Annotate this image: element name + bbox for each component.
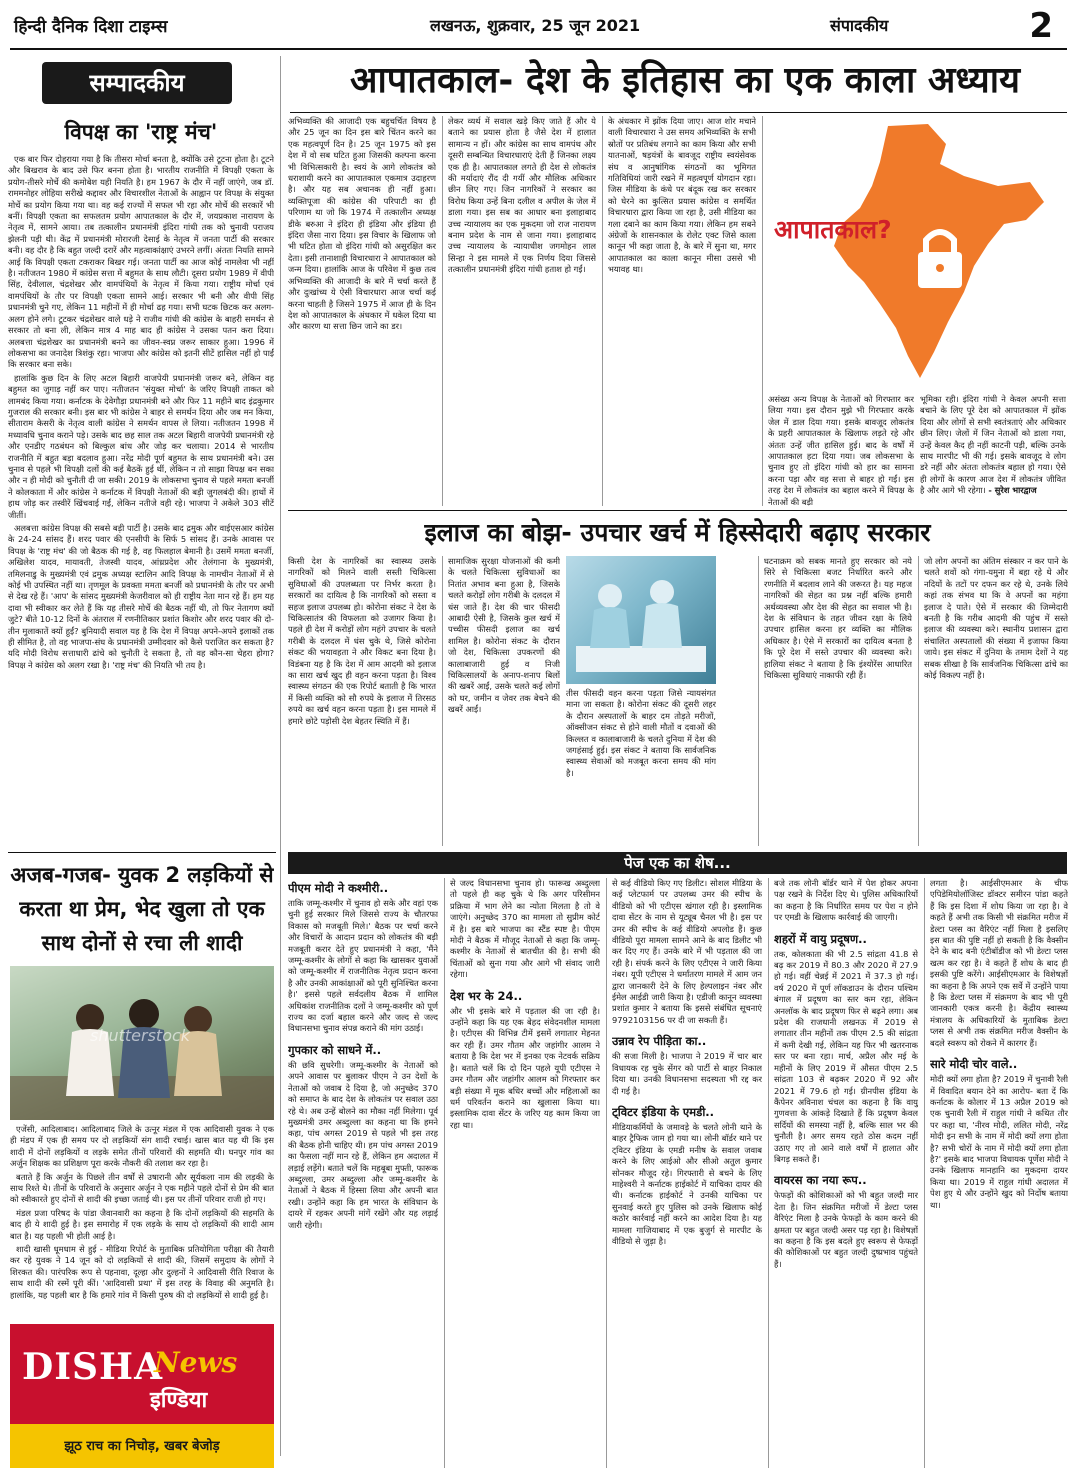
paragraph: बताते हैं कि अर्जुन के पिछले तीन वर्षों से उषारानी और सूर्यकला नाम की लड़की के साथ रिश्ते थे। तीनों के परिवारों के अनुसार अर्जुन ने एक महीने पहले दोनों से प्रेम की बात को स्वीकारते हुए दोनों से शादी की इच्छा जताई थी। इस पर तीनों परिवार राजी हो गए।	[10, 1171, 274, 1205]
story-text: की सजा मिली है। भाजपा ने 2019 में चार बार विधायक रह चुके सेंगर को पार्टी से बाहर निकाल दिया था। उनकी विधानसभा सदस्यता भी रद्द कर दी गई है।	[612, 1051, 762, 1096]
map-label: आपातकाल?	[774, 215, 892, 244]
story-text: की छवि सुधरेगी। जम्मू-कश्मीर के नेताओं को अपने आवास पर बुलाकर पीएम ने उन देशों के नेताओं को जवाब दे दिया है, जो अनुच्छेद 370 को समाप्त के बाद देश के लोकतंत्र पर सवाल उठा रहे थे। अब उन्हें बोलने का मौका नहीं मिलेगा। पूर्व मुख्यमंत्री उमर अब्दुल्ला का कहना था कि हमने कहा, पांच अगस्त 2019 से पहले भी इस तरह की बैठक होनी चाहिए थी। हम पांच अगस्त 2019 का फैसला नहीं मान रहे हैं, लेकिन हम अदालत में लड़ाई लड़ेंगे। बताते चलें कि महबूबा मुफ्ती, फारूक अब्दुल्ला, उमर अब्दुल्ला और जम्मू-कश्मीर के नेताओं ने बैठक में हिस्सा लिया और अपनी बात रखी। उन्होंने कहा कि हम भारत के संविधान के दायरे में रहकर अपनी मांगें रखेंगे और यह लड़ाई जारी रहेगी।	[288, 1059, 438, 1230]
story-text: ताकि जम्मू-कश्मीर में चुनाव हो सके और वहां एक चुनी हुई सरकार मिले जिससे राज्य के चौतरफा विकास को मजबूती मिले।' बैठक पर चर्चा करने और विचारों के आदान प्रदान को लोकतंत्र की बड़ी मजबूती करार देते हुए प्रधानमंत्री ने कहा, 'मैंने जम्मू-कश्मीर के लोगों से कहा कि खासकर युवाओं को जम्मू-कश्मीर में राजनीतिक नेतृत्व प्रदान करना है और उनकी आकांक्षाओं को पूरी सुनिश्चित करना है।' इससे पहले सर्वदलीय बैठक में शामिल अधिकांश राजनीतिक दलों ने जम्मू-कश्मीर को पूर्ण राज्य का दर्जा बहाल करने और जल्द से जल्द विधानसभा चुनाव संपन्न कराने की मांग उठाई।	[288, 898, 438, 1034]
story-text: मीडियाकर्मियों के जमावड़े के चलते लोनी थाने के बाहर ट्रैफिक जाम हो गया था। लोनी बॉर्डर थाने पर ट्विटर इंडिया के एमडी मनीष के सवाल जवाब करने के लिए आईओ और सीओ अतुल कुमार सोनकर मौजूद रहे। गिरफ्तारी से बचने के लिए माहेश्वरी ने कर्नाटक हाईकोर्ट में याचिका दायर की थी। कर्नाटक हाईकोर्ट ने उनकी याचिका पर सुनवाई करते हुए पुलिस को उनके खिलाफ कोई कठोर कार्रवाई नहीं करने का आदेश दिया है। यह मामला गाजियाबाद में एक बुजुर्ग से मारपीट के वीडियो से जुड़ा है।	[612, 1121, 762, 1246]
story-text: से जल्द विधानसभा चुनाव हो। फारूख अब्दुल्ला तो पहले ही कह चुके थे कि अगर परिसीमन प्रक्रिया में भाग लेने का न्योता मिलता है तो वे जाएंगे। अनुच्छेद 370 का मामला तो सुप्रीम कोर्ट में है। इस बारे भाजपा का स्टैंड स्पष्ट है। पीएम मोदी ने बैठक में मौजूद नेताओं से कहा कि जम्मू-कश्मीर के नेताओं से बातचीत की है। सभी की चिंताओं को सुना गया और आगे भी संवाद जारी रहेगा।	[450, 878, 600, 980]
story-title: ट्विटर इंडिया के एमडी..	[612, 1104, 715, 1119]
paragraph: हालांकि कुछ दिन के लिए अटल बिहारी वाजपेयी प्रधानमंत्री जरूर बने, लेकिन वह बहुमत का जुगाड़ नहीं कर पाए। नतीजतन 'संयुक्त मोर्चा' के जरिए विपक्षी ताकत को लामबंद किया गया। कर्नाटक के देवेगौड़ा प्रधानमंत्री बने और फिर 11 महीने बाद इंद्रकुमार गुजराल की सरकार बनी। इस बार भी कांग्रेस ने बाहर से समर्थन दिया और जब मन किया, सीताराम केसरी के नेतृत्व वाली कांग्रेस ने समर्थन वापस ले लिया। नतीजतन 1998 में मध्यावधि चुनाव कराने पड़े। उसके बाद छह साल तक अटल बिहारी वाजपेयी प्रधानमंत्री रहे और एनडीए गठबंधन को बिल्कुल बांध और जोड़ कर चलाया। 2014 से भारतीय राजनीति में बहुत बड़ा बदलाव हुआ। नरेंद्र मोदी पूर्ण बहुमत के साथ प्रधानमंत्री बने। उस चुनाव से पहले भी विपक्षी दलों की कई बैठकें हुई थीं, लेकिन न तो साझा विपक्ष बन सका और न ही मोदी को चुनौती दी जा सकी। 2019 के लोकसभा चुनाव से पहले ममता बनर्जी ने कोलकाता में और कांग्रेस ने कर्नाटक में विपक्षी नेताओं की बड़ी जुगलबंदी की। हाथों में हाथ जोड़ कर तस्वीरें खिंचवाई गईं, लेकिन नतीजे वही रहे। भाजपा ने अकेले 303 सीटें जीतीं।	[8, 372, 274, 520]
story-text: से कई वीडियो किए गए डिलीट। सोशल मीडिया के कई प्लेटफार्म पर उपलब्ध उमर की स्पीच के वीडियो को भी एटीएस खंगाल रही है। इस्लामिक दावा सेंटर के नाम से यूट्यूब चैनल भी है। इस पर उमर की स्पीच के कई वीडियो अपलोड हैं। कुछ वीडियो पूरा मामला सामने आने के बाद डिलीट भी कर दिए गए हैं। उनके बारे में भी पड़ताल की जा रही है। संपर्क करने के लिए एटीएस ने जारी किया नंबर। यूपी एटीएस ने धर्मांतरण मामले में आम जन द्वारा जानकारी देने के लिए हेल्पलाइन नंबर और ईमेल आईडी जारी किया है। एडीजी कानून व्यवस्था प्रशांत कुमार ने बताया कि इससे संबंधित सूचनाएं 9792103156 पर दी जा सकती हैं।	[612, 878, 762, 1025]
emergency-bottom-col-2	[920, 394, 1066, 506]
left-editorial	[8, 112, 274, 850]
story-text: मोदी क्यों लगा होता है? 2019 में चुनावी रैली में विवादित बयान देने का आरोप- बता दें कि कर्नाटक के कोलार में 13 अप्रैल 2019 को एक चुनावी रैली में राहुल गांधी ने कथित तौर पर कहा था, 'नीरव मोदी, ललित मोदी, नरेंद्र मोदी इन सभी के नाम में मोदी क्यों लगा होता है? सभी चोरों के नाम में मोदी क्यों लगा होता है?' इसके बाद भाजपा विधायक पूर्णेश मोदी ने उनके खिलाफ मानहानि का मुकदमा दायर किया था। 2019 में राहुल गांधी अदालत में पेश हुए थे और उन्होंने खुद को निर्दोष बताया था।	[930, 1074, 1068, 1210]
story-title: पीएम मोदी ने कश्मीरी..	[288, 881, 389, 895]
emergency-col-2: लेकर व्यर्थ में सवाल खड़े किए जाते हैं और ये बताने का प्रयास होता है जैसे देश में हालात सामान्य न हों। और कांग्रेस का साथ वामपंथ और दूसरी सम्बन्धित विचारधाराएं देती हैं जिनका लक्ष्य एक ही है। आपातकाल लगते ही देश से लोकतंत्र की मर्यादाएं रौंद दी गयीं और मौलिक अधिकार छीन लिए गए। जिन नागरिकों ने सरकार का विरोध किया उन्हें बिना दलील व अपील के जेल में डाला गया। इस सब का आधार बना इलाहाबाद उच्च न्यायालय का एक मुकदमा जो राज नारायण बनाम प्रदेश के नाम से जाना गया। इलाहाबाद उच्च न्यायालय के न्यायाधीश जगमोहन लाल सिन्हा ने इस मामले में एक निर्णय दिया जिससे तत्कालीन प्रधानमंत्री इंदिरा गांधी हताश हो गईं।	[448, 116, 596, 275]
section-name: संपादकीय	[830, 16, 889, 35]
dateline: लखनऊ, शुक्रवार, 25 जून 2021	[430, 16, 641, 35]
paragraph: शादी खासी धूमधाम से हुई - मीडिया रिपोर्ट के मुताबिक प्रतियोगिता परीक्षा की तैयारी कर रहे युवक ने 14 जून को दो लड़कियों से शादी की, जिसमें समुदाय के लोगों ने शिरकत की। पारंपरिक रूप से पहनावा, दूल्हा और दुल्हनों ने आदिवासी रीति रिवाज के साथ शादी की रस्में पूरी कीं। 'आदिवासी प्रथा' में इस तरह के विवाह की अनुमति है। हालांकि, यह पहली बार है कि हमारे गांव में किसी पुरुष की दो लड़कियों से शादी हुई है।	[10, 1244, 274, 1300]
story-text: बजे तक लोनी बॉर्डर थाने में पेश होकर अपना पक्ष रखने के निर्देश दिए थे। पुलिस अधिकारियों का कहना है कि निर्धारित समय पर पेश न होने पर एमडी के खिलाफ कार्रवाई की जाएगी।	[774, 878, 918, 923]
ajab-gajab-body	[10, 1124, 274, 1320]
continuation-col-4	[774, 878, 918, 1468]
paper-name: हिन्दी दैनिक दिशा टाइम्स	[14, 17, 168, 37]
masthead	[10, 6, 1067, 46]
health-headline: इलाज का बोझ- उपचार खर्च में हिस्सेदारी बढ़ाए सरकार	[424, 518, 931, 547]
health-col-2: सामाजिक सुरक्षा योजनाओं की कमी के चलते चिकित्सा सुविधाओं का नितांत अभाव बना हुआ है, जिसके चलते करोड़ों लोग गरीबी के दलदल में धंस जाते हैं। देश की चार फीसदी आबादी ऐसी है, जिसके कुल खर्च में पच्चीस फीसदी इलाज का खर्च शामिल है। कोरोना संकट के दौरान जो देश, चिकित्सा उपकरणों की कालाबाजारी हुई व निजी चिकित्सालयों के अनाप-शनाप बिलों की खबरें आईं, उसके चलते कई लोगों को घर, जमीन व जेवर तक बेचने की खबरें आईं।	[448, 556, 560, 715]
health-col-4: घटनाक्रम को सबक मानते हुए सरकार को नये सिरे से चिकित्सा बजट निर्धारित करने और रणनीति में बदलाव लाने की जरूरत है। यह महज नागरिकों की सेहत का प्रश्न नहीं बल्कि हमारी अर्थव्यवस्था और देश की सेहत का सवाल भी है। देश के संविधान के तहत जीवन रक्षा के लिये उपचार हासिल करना हर व्यक्ति का मौलिक अधिकार है। ऐसे में सरकारों का दायित्व बनता है कि पूरे देश में सस्ते उपचार की व्यवस्था करे। हालिया संकट ने बताया है कि इंश्योरेंस आधारित चिकित्सा सुविधाएं नाकाफी रही हैं।	[764, 556, 912, 681]
story-title: उन्नाव रेप पीड़िता का..	[612, 1034, 707, 1049]
story-text: फेफड़ों की कोशिकाओं को भी बहुत जल्दी मार देता है। जिन संक्रमित मरीजों में डेल्टा प्लस वैरिएंट मिला है उनके फेफड़ों के काम करने की क्षमता पर बहुत जल्दी असर पड़ रहा है। विशेषज्ञों का कहना है कि इस बदले हुए स्वरूप से फेफड़ों की कोशिकाओं पर बहुत जल्दी दुष्प्रभाव पहुंचते हैं।	[774, 1190, 918, 1269]
story-title: सारे मोदी चोर वाले..	[930, 1057, 1018, 1072]
byline: - सुरेश भारद्वाज	[988, 485, 1037, 496]
health-col-5: जो लोग अपनों का अंतिम संस्कार न कर पाने के चलते शवों को गंगा-यमुना में बहा रहे थे और नदियों के तटों पर दफन कर रहे थे, उनके लिये कहां तक संभव था कि वे अपनों का महंगा इलाज दे पाते। ऐसे में सरकार की जिम्मेदारी बनती है कि गरीब आदमी की पहुंच में सस्ते इलाज की व्यवस्था करे। स्थानीय प्रशासन द्वारा संचालित अस्पतालों की संख्या में इजाफा किया जाये। इस संकट में दुनिया के तमाम देशों ने यह सबक सीखा है कि सार्वजनिक चिकित्सा ढांचे का कोई विकल्प नहीं है।	[924, 556, 1068, 681]
paragraph: मंडल प्रजा परिषद के पांडा जैवानवारी का कहना है कि दोनों लड़कियों की सहमति के बाद ही ये शादी हुई है। इस समारोह में एक लड़के के साथ दो लड़कियों की शादी आम बात है। यह पहली भी होती आई है।	[10, 1207, 274, 1241]
paragraph: अलबत्ता कांग्रेस विपक्ष की सबसे बड़ी पार्टी है। उसके बाद द्रमुक और वाईएसआर कांग्रेस के 24-24 सांसद हैं। शरद पवार की एनसीपी के सिर्फ 5 सांसद हैं। उनके आवास पर विपक्ष के 'राष्ट्र मंच' की जो बैठक की गई है, वह फिलहाल बेमानी है। उसमें ममता बनर्जी, अखिलेश यादव, मायावती, तेजस्वी यादव, आंध्रप्रदेश और तेलंगाना के मुख्यमंत्री, तमिलनाडु के मुख्यमंत्री एवं द्रमुक अध्यक्ष स्टालिन आदि विपक्ष के नामचीन नेताओं में से कोई भी उपस्थित नहीं था। तृणमूल के प्रवक्ता ममता बनर्जी को प्रधानमंत्री के तौर पर अभी से देख रहे हैं। 'आप' के सांसद मुख्यमंत्री केजरीवाल को ही राष्ट्रीय नेता मान रहे हैं। हम यह दावा भी स्वीकार कर लेते हैं कि यह तीसरे मोर्चे की बैठक नहीं थी, तो फिर नेतागण क्यों जुटे? बीते 10-12 दिनों के अंतराल में रणनीतिकार प्रशांत किशोर और शरद पवार की दो-तीन मुलाकातें क्यों हुईं? बुनियादी सवाल यह है कि देश में विपक्ष अपने-अपने इलाकों तक ही सीमित है, तो वह भाजपा-संघ के प्रधानमंत्री उम्मीदवार को कैसे पराजित कर सकता है? यदि मोदी विरोध सत्ताधारी ढांचे को चुनौती दे सकता है, तो वह कौन-सा चेहरा होगा? विपक्ष ने कांग्रेस को अलग रखा है। 'राष्ट्र मंच' की नियति भी तय है।	[8, 523, 274, 670]
ad-tagline: झूठ राच का निचोड़, खबर बेजोड़	[64, 1439, 220, 1454]
ad-brand-main: DISHA	[22, 1346, 164, 1388]
story-title: शहरों में वायु प्रदूषण..	[774, 931, 867, 946]
medical-team-illustration	[566, 556, 716, 684]
india-map-icon	[768, 116, 1066, 392]
story-title: वायरस का नया रूप..	[774, 1173, 867, 1188]
lead-headline: आपातकाल- देश के इतिहास का एक काला अध्याय	[349, 60, 1021, 101]
continuation-banner: पेज एक का शेष...	[288, 852, 1067, 874]
continuation-col-2	[450, 878, 600, 1468]
continuation-col-1	[288, 878, 438, 1468]
story-title: देश भर के 24..	[450, 988, 523, 1003]
continuation-col-5	[930, 878, 1068, 1468]
ajab-gajab-headline: अजब-गजब- युवक 2 लड़कियों से करता था प्रेम, भेद खुला तो एक साथ दोनों से रचा ली शादी	[10, 863, 274, 955]
hospital-photo	[566, 556, 716, 684]
india-map-graphic	[768, 116, 1066, 392]
editorial-banner: सम्पादकीय	[42, 62, 232, 104]
couple-photo	[10, 966, 274, 1120]
health-col-1: किसी देश के नागरिकों का स्वास्थ्य उसके नागरिकों को मिलने वाली सस्ती चिकित्सा सुविधाओं की उपलब्धता पर निर्भर करता है। सरकारों का दायित्व है कि नागरिकों को सस्ता व सहज इलाज उपलब्ध हो। कोरोना संकट ने देश के चिकित्सातंत्र की विफलता को उजागर किया है। पहले ही देश में करोड़ों लोग महंगे उपचार के चलते गरीबी के दलदल में धंस चुके थे, जिसे कोरोना संकट की भयावहता ने और विकट बना दिया है। विडंबना यह है कि देश में आम आदमी को इलाज का सारा खर्च खुद ही वहन करना पड़ता है। विश्व स्वास्थ्य संगठन की एक रिपोर्ट बताती है कि भारत में किसी व्यक्ति को सौ रुपये के इलाज में तिरसठ रुपये का खर्च वहन करना पड़ता है। इस मामले में हमारे छोटे पड़ोसी देश बेहतर स्थिति में हैं।	[288, 556, 436, 726]
story-text: तक, कोलकाता की भी 2.5 सांद्रता 41.8 से बढ़ कर 2019 में 80.3 और 2020 में 27.9 हो गई। वहीं चेन्नई में 2021 में 37.3 हो गई। वर्ष 2020 में पूर्ण लॉकडाउन के दौरान पश्चिम बंगाल में प्रदूषण का स्तर कम रहा, लेकिन अनलॉक के बाद प्रदूषण फिर से बढ़ने लगा। अब प्रदेश की राजधानी लखनऊ में 2019 से लगातार तीन महीनों तक पीएम 2.5 की सांद्रता में कमी देखी गई, लेकिन यह फिर भी खतरनाक स्तर पर बना रहा। मार्च, अप्रैल और मई के महीनों के लिए 2019 में औसत पीएम 2.5 सांद्रता 103 से बढ़कर 2020 में 92 और 2021 में 79.6 हो गई। ग्रीनपीस इंडिया के कैंपेनर अविनाश चंचल का कहना है कि वायु गुणवत्ता के आंकड़े दिखाते हैं कि प्रदूषण केवल सर्दियों की समस्या नहीं है, बल्कि साल भर की चुनौती है। अगर समय रहते ठोस कदम नहीं उठाए गए तो आने वाले वर्षों में हालात और बिगड़ सकते हैं।	[774, 948, 918, 1164]
disha-news-ad	[10, 1324, 274, 1468]
ad-brand-sub: इण्डिया	[150, 1388, 208, 1413]
emergency-col-1: अभिव्यक्ति की आजादी एक बहुचर्चित विषय है और 25 जून का दिन इस बारे चिंतन करने का एक महत्वपूर्ण दिन है। 25 जून 1975 को इस देश में वो सब घटित हुआ जिसकी कल्पना करना भी विभित्सकारी है। स्वयं के आगे लोकतंत्र को धराशायी करने का आपातकाल एकमात्र उदाहरण है। और यह सब अचानक ही नहीं हुआ। व्यक्तिपूजा की कांग्रेस की परिपाटी का ही परिणाम था जो कि 1974 में तत्कालीन अध्यक्ष डीके बरुआ ने इंदिरा ही इंडिया और इंडिया ही इंदिरा जैसा नारा दिया। इस विचार के खिलाफ जो भी घटित होता वो इंदिरा गांधी को असुरक्षित कर देता। इसी तानाशाही विचारधारा ने आपातकाल को जन्म दिया। हालांकि आज के परिवेश में कुछ तत्व अभिव्यक्ति की आजादी के बारे में चर्चा करते हैं और दुःखांच्य ये ऐसी विचारधारा आज चर्चा कई करना चाहती है जिसने 1975 में आज ही के दिन देश को आपातकाल के अंधकार में धकेल दिया था और कारण था सत्ता छिन जाने का डर।	[288, 116, 436, 332]
ad-brand-accent: News	[154, 1346, 238, 1379]
story-text: लगता है। आईसीएमआर के चीफ एपिडेमियोलॉजिस्ट डॉक्टर समीरन पांडा कहते हैं कि इस दिशा में शोध किया जा रहा है। वे कहते हैं अभी तक किसी भी संक्रमित मरीज में डेल्टा प्लस का वैरिएंट नहीं मिला है इसलिए इस बात की पुष्टि नहीं हो सकती है कि वैक्सीन देने के बाद बनी एंटीबॉडीज को भी डेल्टा प्लस खत्म कर रहा है। वे कहते हैं शोध के बाद ही इसकी पुष्टि करेंगे। आईसीएमआर के विशेषज्ञों का कहना है कि अपने एक सर्वे में उन्होंने पाया है कि डेल्टा प्लस में संक्रमण के बाद भी पूरी जानकारी एकत्र करनी है। केंद्रीय स्वास्थ्य मंत्रालय के अधिकारियों के मुताबिक डेल्टा प्लस से अभी तक संक्रमित मरीज वैक्सीन के बदले स्वरूप को रोकने में कारगर हैं।	[930, 878, 1068, 1048]
emergency-bottom-text: भूमिका रही। इंदिरा गांधी ने केवल अपनी सत्ता बचाने के लिए पूरे देश को आपातकाल में झोंक दिया और लोगों से सभी स्वतंत्रताएं और अधिकार छीन लिए। जेलों में जिन नेताओं को डाला गया, उन्हें केवल कैद ही नहीं काटनी पड़ी, बल्कि उनके साथ मारपीट भी की गई। इसके बावजूद वे लोग डरे नहीं और अंततः लोकतंत्र बहाल हो गया। ऐसे ही लोगों के कारण आज देश में लोकतंत्र जीवित है और आगे भी रहेगा।	[920, 394, 1066, 496]
story-title: गुपकार को साधने में..	[288, 1042, 382, 1057]
paragraph: एजेंसी, आदिलाबाद। आदिलाबाद जिले के उत्नूर मंडल में एक आदिवासी युवक ने एक ही मंडप में एक ही समय पर दो लड़कियों संग शादी रचाई। खास बात यह थी कि इस शादी में दोनों लड़कियों व लड़के समेत तीनों परिवारों की सहमति थी। घनपुर गांव का अर्जुन शिक्षक का प्रशिक्षण पूरा करके नौकरी की तलाश कर रहा है।	[10, 1124, 274, 1169]
continuation-col-3	[612, 878, 762, 1468]
page-number: 2	[1029, 6, 1053, 46]
emergency-col-3: के अंधकार में झोंक दिया जाए। आज शोर मचाने वाली विचारधारा ने उस समय अभिव्यक्ति के सभी स्रोतों पर प्रतिबंध लगाने का काम किया और सभी यातनाओं, षड़यंत्रों के बावजूद राष्ट्रीय स्वयंसेवक संघ व आनुषांगिक संगठनों का भूमिगत गतिविधियां जारी रखने में महत्वपूर्ण योगदान रहा। जिस मीडिया के कंधे पर बंदूक रख कर सरकार को घेरने का कुत्सित प्रयास कांग्रेस व समर्थित विचारधारा द्वारा किया जा रहा है, उसी मीडिया का गला दबाने का काम किया गया। लेकिन हम सबने अंग्रेजों के शासनकाल के रोलेट एक्ट जिसे काला कानून भी कहा जाता है, के बारे में सुना था, मगर आपातकाल का काला कानून मीसा उससे भी भयावह था।	[608, 116, 756, 275]
emergency-bottom-col-1: असंख्य अन्य विपक्ष के नेताओं को गिरफ्तार कर लिया गया। इस दौरान मुझे भी गिरफ्तार करके जेल में डाल दिया गया। इसके बावजूद लोकतंत्र के प्रहरी आपातकाल के खिलाफ लड़ते रहे और अंततः उन्हें जीत हासिल हुई। बाद के वर्षों में आपातकाल हटा दिया गया। जब लोकसभा के चुनाव हुए तो इंदिरा गांधी को हार का सामना करना पड़ा और वह सत्ता से बाहर हो गईं। इस तरह देश में लोकतंत्र का बहाल करने में विपक्ष के नेताओं की बड़ी	[768, 394, 914, 506]
story-text: और भी इसके बारे में पड़ताल की जा रही है। उन्होंने कहा कि यह एक बेहद संवेदनशील मामला है। एटीएस की विभिन्न टीमें इसमें लगातार मेहनत कर रही हैं। उमर गौतम और जहांगीर आलम ने बताया है कि देश भर में इनका एक नेटवर्क सक्रिय है। बताते चलें कि दो दिन पहले यूपी एटीएस ने उमर गौतम और जहांगीर आलम को गिरफ्तार कर बड़ी संख्या में मूक बधिर बच्चों और महिलाओं का धर्म परिवर्तन कराने का खुलासा किया था। इस्लामिक दावा सेंटर के जरिए यह काम किया जा रहा था।	[450, 1005, 600, 1130]
photo-watermark: shutterstock	[90, 1026, 191, 1045]
paragraph: एक बार फिर दोहराया गया है कि तीसरा मोर्चा बनता है, क्योंकि उसे टूटना होता है। टूटने और बिखराव के बाद उसे फिर बनना होता है। भारतीय राजनीति में विपक्षी एकता के प्रयोग-तीसरे मोर्चे की कमोबेश यही नियति है। हम 1967 के दौर में नहीं जाएंगे, जब डॉ. राममनोहर लोहिया सरीखे कद्दावर और विचारशील नेताओं के आह्वान पर विपक्ष के संयुक्त मोर्चे का प्रयोग किया गया था। वह कई राज्यों में सफल भी रहा और मोर्चे की सरकारें भी बनीं। विपक्षी एकता का सफलतम प्रयोग आपातकाल के दौर में, जयप्रकाश नारायण के नेतृत्व में, सामने आया। तब तत्कालीन प्रधानमंत्री इंदिरा गांधी तक को चुनावी पराजय झेलनी पड़ी थी। केंद्र में प्रधानमंत्री मोरारजी देसाई के नेतृत्व में जनता पार्टी की सरकार बनी। वह दौर है कि बहुत जल्दी दरारें और महत्वाकांक्षाएं उभरने लगीं। अंततः नियति सामने आई कि विपक्षी एकता टकराकर बिखर गई। जनता पार्टी का आज कोई नामलेवा भी नहीं है। नतीजतन 1980 में कांग्रेस सत्ता में बहुमत के साथ लौटी। दूसरा प्रयोग 1989 में वीपी सिंह, देवीलाल, चंद्रशेखर और वामपंथियों के नेतृत्व में किया गया। राष्ट्रीय मोर्चा एवं वामपंथियों के तौर पर विपक्षी एकता सामने आई। सरकार भी बनी और वीपी सिंह प्रधानमंत्री चुने गए, लेकिन 11 महीनों में ही मोर्चा ढह गया। सभी घटक छिटक कर अलग-अलग होने लगे। टूटकर चंद्रशेखर वाले धड़े ने राजीव गांधी की कांग्रेस के बाहरी समर्थन से सरकार तो बना ली, लेकिन मात्र 4 माह बाद ही कांग्रेस ने उसका पतन करा दिया। अलबत्ता चंद्रशेखर का प्रधानमंत्री बनने का जीवन-स्वप्न जरूर साकार हुआ। 1996 में लोकसभा का जनादेश त्रिशंकु रहा। भाजपा और कांग्रेस को इतनी सीटें हासिल नहीं हो पाईं कि सरकार बना सके।	[8, 154, 274, 370]
left-editorial-title: विपक्ष का 'राष्ट्र मंच'	[64, 120, 218, 144]
health-col-3: तीस फीसदी वहन करना पड़ता जिसे न्यायसंगत माना जा सकता है। कोरोना संकट की दूसरी लहर के दौरान अस्पतालों के बाहर दम तोड़ते मरीजों, ऑक्सीजन संकट से होने वाली मौतों व दवाओं की किल्लत व कालाबाजारी के चलते दुनिया में देश की जगहंसाई हुई। इस संकट ने बताया कि सार्वजनिक स्वास्थ्य सेवाओं को मजबूत करना समय की मांग है।	[566, 688, 716, 778]
